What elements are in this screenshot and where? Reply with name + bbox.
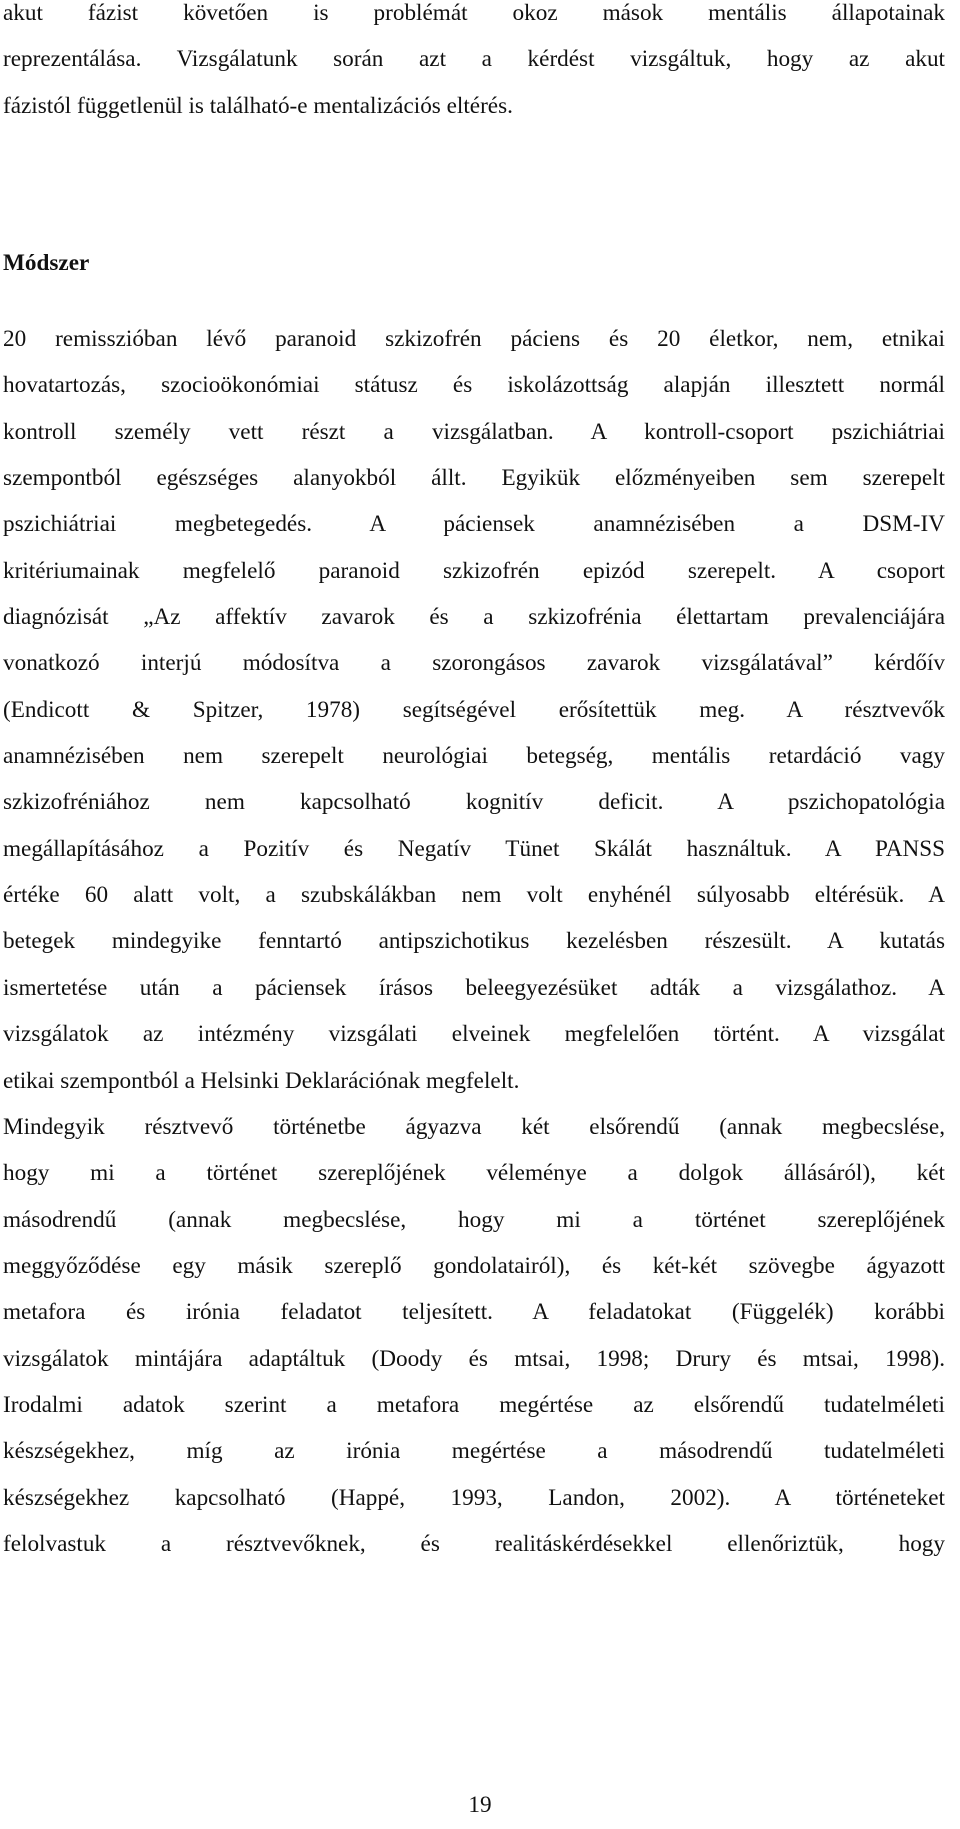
text-line: Irodalmi adatok szerint a metafora megértése az elsőrendű tudatelméleti (3, 1391, 945, 1418)
text-line: felolvastuk a résztvevőknek, és realitáskérdésekkel ellenőriztük, hogy (3, 1530, 945, 1557)
text-line: hogy mi a történet szereplőjének véleménye a dolgok állásáról), két (3, 1160, 945, 1187)
text-line: anamnézisében nem szerepelt neurológiai betegség, mentális retardáció vagy (3, 743, 945, 770)
intro-paragraph (3, 0, 945, 129)
text-line: fázistól függetlenül is található-e mentalizációs eltérés. (3, 92, 513, 119)
text-line: Mindegyik résztvevő történetbe ágyazva két elsőrendű (annak megbecslése, (3, 1113, 945, 1140)
text-line: vizsgálatok mintájára adaptáltuk (Doody és mtsai, 1998; Drury és mtsai, 1998). (3, 1345, 945, 1372)
text-line: kritériumainak megfelelő paranoid szkizofrén epizód szerepelt. A csoport (3, 557, 945, 584)
text-line: diagnózisát „Az affektív zavarok és a szkizofrénia élettartam prevalenciájára (3, 604, 945, 631)
text-line: (Endicott & Spitzer, 1978) segítségével erősítettük meg. A résztvevők (3, 696, 945, 723)
text-line: értéke 60 alatt volt, a szubskálákban nem volt enyhénél súlyosabb eltérésük. A (3, 882, 945, 909)
text-line: ismertetése után a páciensek írásos beleegyezésüket adták a vizsgálathoz. A (3, 974, 945, 1001)
method-section-body (3, 316, 945, 1567)
text-line: készségekhez kapcsolható (Happé, 1993, Landon, 2002). A történeteket (3, 1484, 945, 1511)
text-line: vonatkozó interjú módosítva a szorongásos zavarok vizsgálatával” kérdőív (3, 650, 945, 677)
section-heading: Módszer (3, 250, 90, 276)
text-line: 20 remisszióban lévő paranoid szkizofrén páciens és 20 életkor, nem, etnikai (3, 326, 945, 352)
text-line: hovatartozás, szocioökonómiai státusz és iskolázottság alapján illesztett normál (3, 372, 945, 399)
text-line: másodrendű (annak megbecslése, hogy mi a történet szereplőjének (3, 1206, 945, 1233)
text-line: pszichiátriai megbetegedés. A páciensek anamnézisében a DSM-IV (3, 511, 945, 538)
text-line: reprezentálása. Vizsgálatunk során azt a kérdést vizsgáltuk, hogy az akut (3, 46, 945, 73)
text-line: akut fázist követően is problémát okoz mások mentális állapotainak (3, 0, 945, 26)
text-line: szempontból egészséges alanyokból állt. Egyikük előzményeiben sem szerepelt (3, 465, 945, 492)
text-line: metafora és irónia feladatot teljesített. A feladatokat (Függelék) korábbi (3, 1299, 945, 1326)
text-line: szkizofréniához nem kapcsolható kognitív deficit. A pszichopatológia (3, 789, 945, 816)
text-line: készségekhez, míg az irónia megértése a másodrendű tudatelméleti (3, 1438, 945, 1465)
page-number: 19 (468, 1792, 492, 1818)
text-line: betegek mindegyike fenntartó antipszichotikus kezelésben részesült. A kutatás (3, 928, 945, 955)
text-line: vizsgálatok az intézmény vizsgálati elveinek megfelelően történt. A vizsgálat (3, 1021, 945, 1048)
text-line: meggyőződése egy másik szereplő gondolatairól), és két-két szövegbe ágyazott (3, 1252, 945, 1279)
text-line: megállapításához a Pozitív és Negatív Tünet Skálát használtuk. A PANSS (3, 835, 945, 862)
text-line: kontroll személy vett részt a vizsgálatban. A kontroll-csoport pszichiátriai (3, 418, 945, 445)
text-line: etikai szempontból a Helsinki Deklarációnak megfelelt. (3, 1067, 520, 1094)
